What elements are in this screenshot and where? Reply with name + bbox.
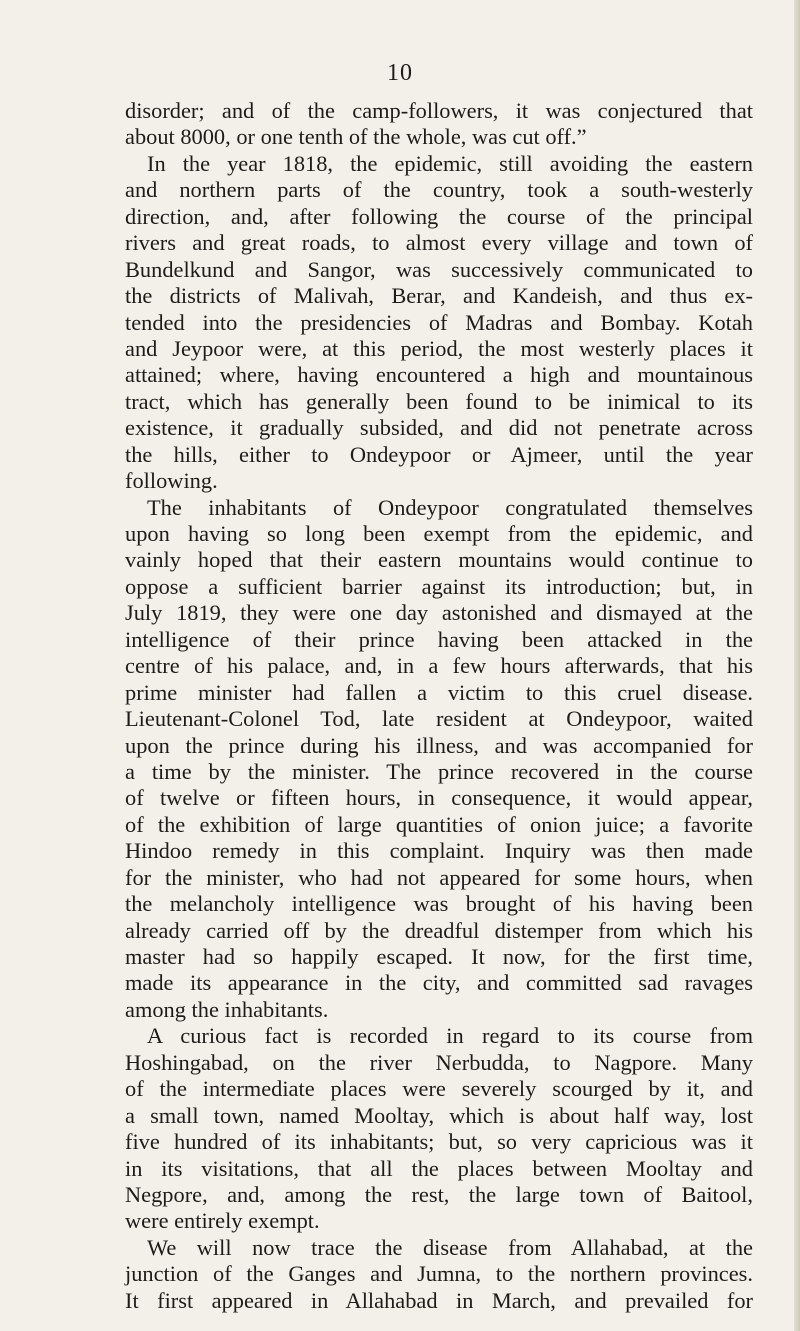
text-line: already carried off by the dreadful distemper from which his <box>125 917 753 943</box>
text-line: the hills, either to Ondeypoor or Ajmeer, until the year <box>125 441 753 467</box>
text-line: prime minister had fallen a victim to this cruel disease. <box>125 679 753 705</box>
text-line: tended into the presidencies of Madras and Bombay. Kotah <box>125 309 753 335</box>
paragraph-start-line: In the year 1818, the epidemic, still avoiding the eastern <box>147 150 753 176</box>
page-edge-shadow <box>794 0 800 1331</box>
text-line: It first appeared in Allahabad in March, and prevailed for <box>125 1287 753 1313</box>
text-line: Bundelkund and Sangor, was successively communicated to <box>125 256 753 282</box>
text-line: direction, and, after following the course of the principal <box>125 203 753 229</box>
paragraph-start-line: The inhabitants of Ondeypoor congratulated themselves <box>147 494 753 520</box>
text-line: oppose a sufficient barrier against its introduction; but, in <box>125 573 753 599</box>
text-line: centre of his palace, and, in a few hours afterwards, that his <box>125 653 753 679</box>
text-line: a small town, named Mooltay, which is about half way, lost <box>125 1102 753 1128</box>
text-line: the districts of Malivah, Berar, and Kandeish, and thus ex- <box>125 283 753 309</box>
text-line: rivers and great roads, to almost every village and town of <box>125 230 753 256</box>
page-number: 10 <box>387 60 413 86</box>
paragraph-start-line: A curious fact is recorded in regard to its course from <box>147 1023 753 1049</box>
text-line: upon having so long been exempt from the epidemic, and <box>125 521 753 546</box>
text-line: a time by the minister. The prince recovered in the course <box>125 758 753 784</box>
text-line: tract, which has generally been found to be inimical to its <box>125 388 753 414</box>
text-line: intelligence of their prince having been attacked in the <box>125 626 753 652</box>
text-line: Hoshingabad, on the river Nerbudda, to Nagpore. Many <box>125 1049 753 1075</box>
text-line: junction of the Ganges and Jumna, to the northern provinces. <box>125 1261 753 1287</box>
text-line: among the inhabitants. <box>125 996 329 1022</box>
body-text <box>125 98 753 1314</box>
text-line: Negpore, and, among the rest, the large town of Baitool, <box>125 1181 753 1207</box>
paragraph-start-line: We will now trace the disease from Allahabad, at the <box>147 1234 753 1260</box>
text-line: were entirely exempt. <box>125 1208 320 1234</box>
text-line: in its visitations, that all the places between Mooltay and <box>125 1155 753 1181</box>
text-line: master had so happily escaped. It now, for the first time, <box>125 944 753 969</box>
text-line: about 8000, or one tenth of the whole, was cut off.” <box>125 124 587 150</box>
text-line: made its appearance in the city, and committed sad ravages <box>125 970 753 996</box>
text-line: five hundred of its inhabitants; but, so very capricious was it <box>125 1129 753 1155</box>
text-line: and Jeypoor were, at this period, the most westerly places it <box>125 335 753 361</box>
text-line: and northern parts of the country, took a south-westerly <box>125 177 753 203</box>
text-line: Hindoo remedy in this complaint. Inquiry was then made <box>125 838 753 864</box>
text-line: for the minister, who had not appeared for some hours, when <box>125 864 753 890</box>
text-line: Lieutenant-Colonel Tod, late resident at Ondeypoor, waited <box>125 706 753 732</box>
text-line: following. <box>125 468 218 494</box>
text-line: of twelve or fifteen hours, in consequence, it would appear, <box>125 785 753 811</box>
text-line: existence, it gradually subsided, and did not penetrate across <box>125 415 753 441</box>
text-line: disorder; and of the camp-followers, it was conjectured that <box>125 98 753 123</box>
text-line: vainly hoped that their eastern mountains would continue to <box>125 547 753 573</box>
text-line: of the intermediate places were severely scourged by it, and <box>125 1076 753 1102</box>
text-line: upon the prince during his illness, and was accompanied for <box>125 732 753 758</box>
text-line: of the exhibition of large quantities of onion juice; a favorite <box>125 811 753 837</box>
text-line: the melancholy intelligence was brought of his having been <box>125 891 753 917</box>
text-line: attained; where, having encountered a high and mountainous <box>125 362 753 388</box>
text-line: July 1819, they were one day astonished and dismayed at the <box>125 600 753 626</box>
